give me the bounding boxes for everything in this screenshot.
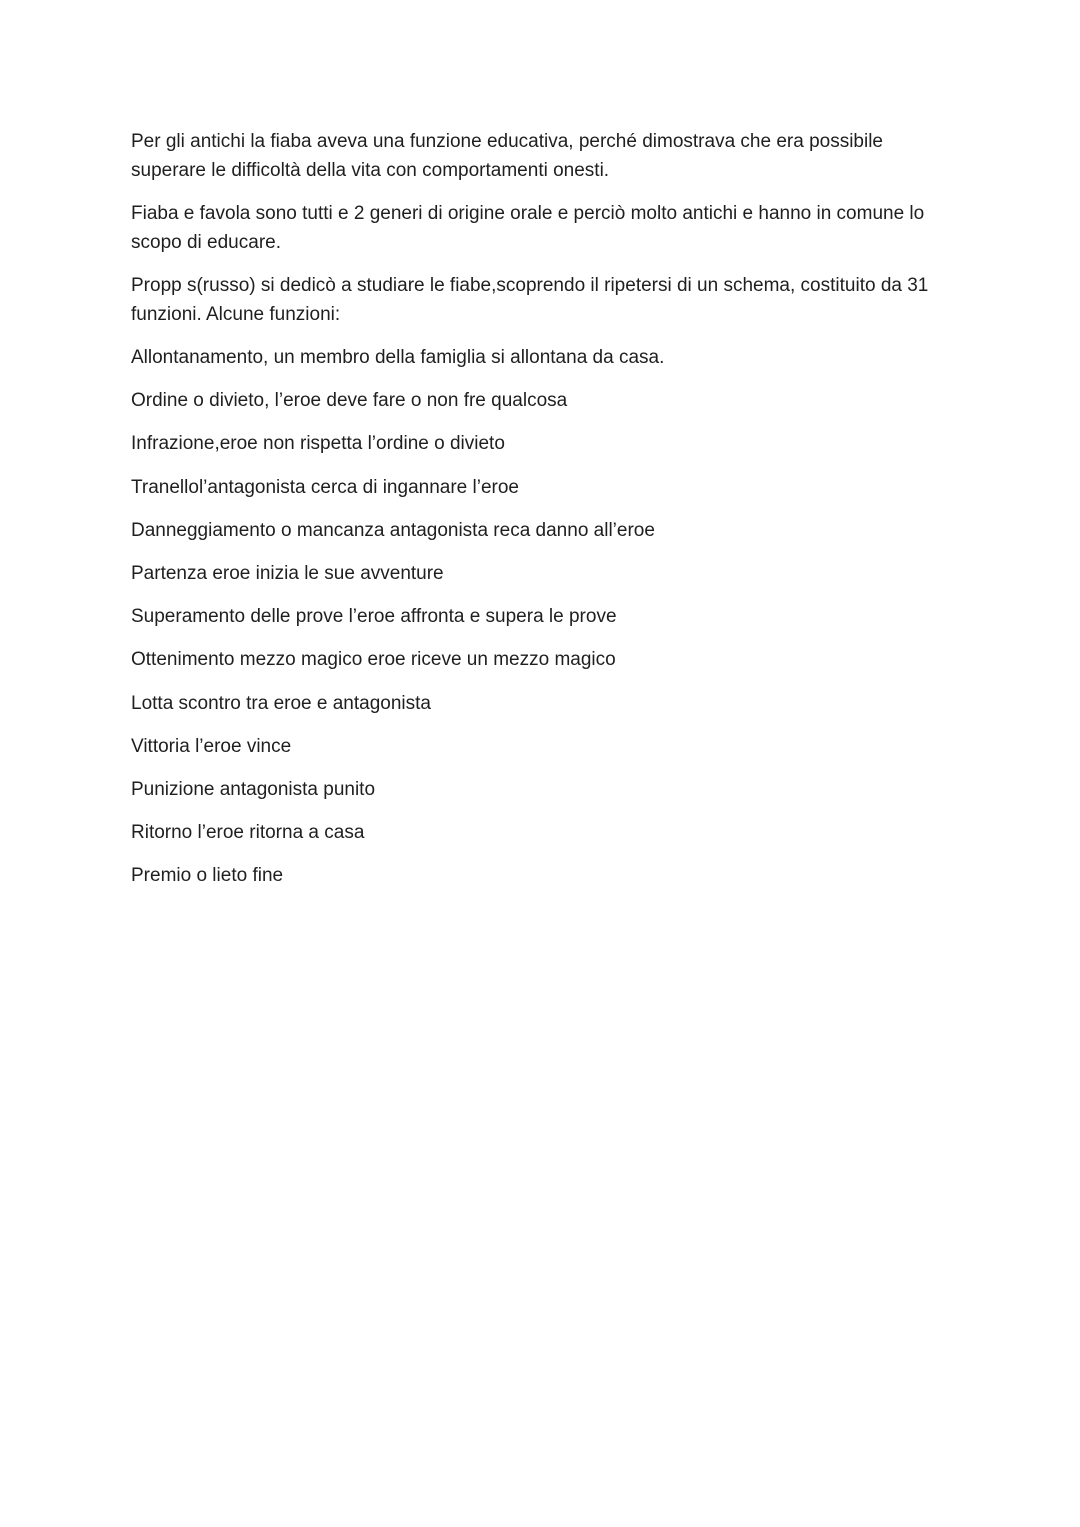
list-item: Partenza eroe inizia le sue avventure — [131, 562, 444, 584]
list-item: Vittoria l’eroe vince — [131, 735, 292, 757]
list-item: Ritorno l’eroe ritorna a casa — [131, 822, 365, 844]
list-item: Ordine o divieto, l’eroe deve fare o non fre qualcosa — [131, 390, 568, 412]
list-item: Infrazione,eroe non rispetta l’ordine o divieto — [131, 433, 505, 455]
list-item: Lotta scontro tra eroe e antagonista — [131, 692, 431, 714]
list-item: Danneggiamento o mancanza antagonista reca danno all’eroe — [131, 519, 655, 541]
list-item: Premio o lieto fine — [131, 865, 284, 887]
list-item: Punizione antagonista punito — [131, 778, 376, 800]
propp-functions-list — [131, 344, 951, 891]
paragraph-intro: Per gli antichi la fiaba aveva una funzione educativa, perché dimostrava che era possibile superare le difficoltà della vita con comportamenti onesti. — [131, 131, 884, 181]
paragraph-fiaba-favola: Fiaba e favola sono tutti e 2 generi di origine orale e perciò molto antichi e hanno in comune lo scopo di educare. — [131, 203, 925, 253]
list-item: Superamento delle prove l’eroe affronta e supera le prove — [131, 606, 617, 628]
document-body — [131, 128, 951, 905]
list-item: Ottenimento mezzo magico eroe riceve un mezzo magico — [131, 649, 616, 671]
paragraph-propp: Propp s(russo) si dedicò a studiare le fiabe,scoprendo il ripetersi di un schema, costituito da 31 funzioni. Alcune funzioni: — [131, 275, 929, 325]
list-item: Tranellol’antagonista cerca di ingannare l’eroe — [131, 476, 519, 498]
list-item: Allontanamento, un membro della famiglia si allontana da casa. — [131, 347, 665, 368]
